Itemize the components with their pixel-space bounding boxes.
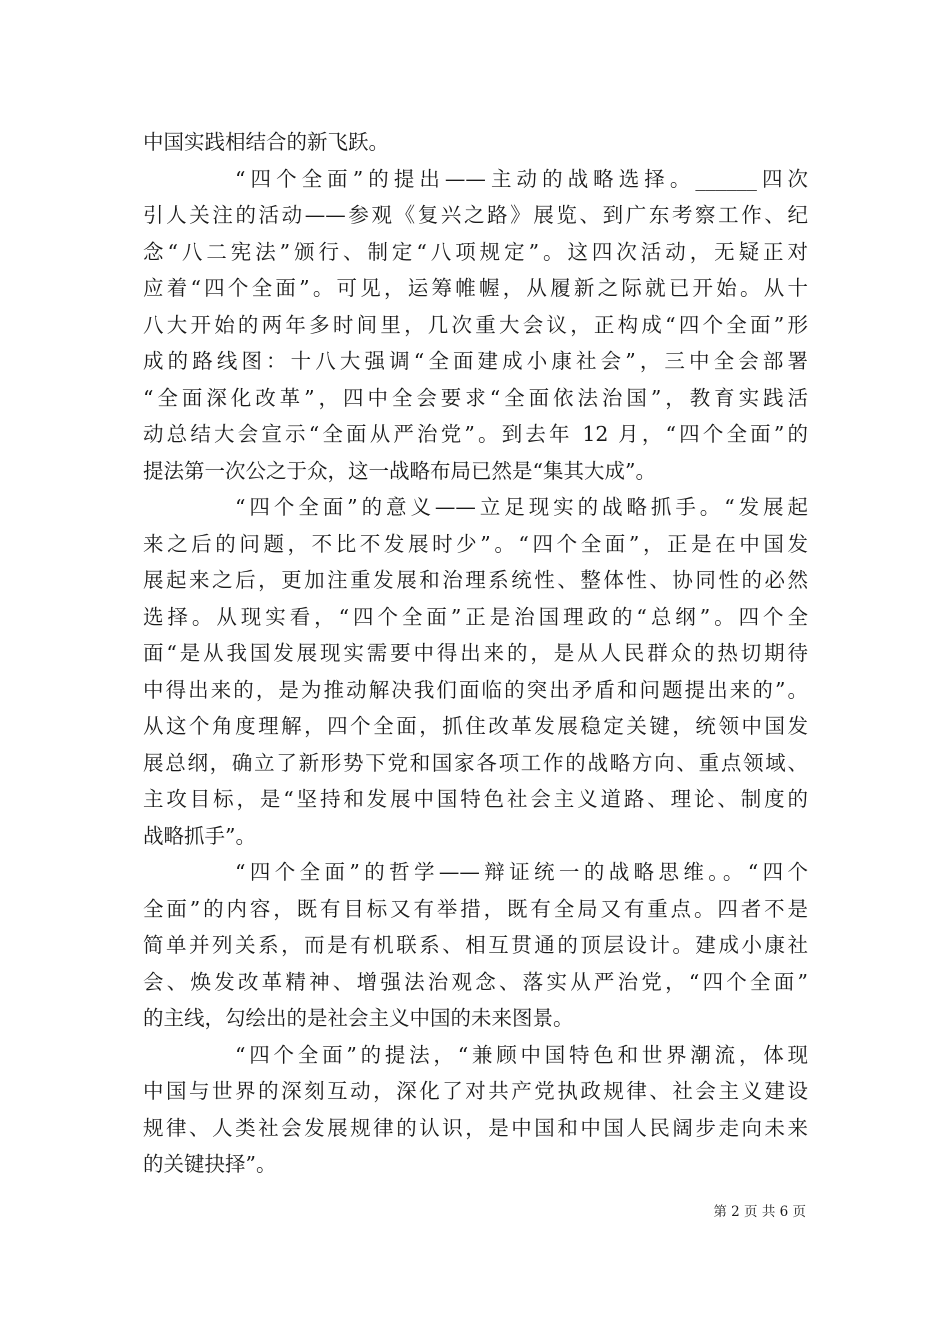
text-line: 动总结大会宣示“全面从严治党”。到去年 12 月，“四个全面”的 — [143, 422, 808, 446]
text-line: 应着“四个全面”。可见，运筹帷幄，从履新之际就已开始。从十 — [143, 276, 808, 300]
text-line: “四个全面”的提法，“兼顾中国特色和世界潮流，体现 — [235, 1042, 808, 1067]
text-line: 来之后的问题，不比不发展时少”。“四个全面”，正是在中国发 — [143, 531, 808, 556]
page-number-footer: 第 2 页 共 6 页 — [713, 1204, 806, 1220]
text-line: 主攻目标，是“坚持和发展中国特色社会主义道路、理论、制度的 — [143, 787, 808, 811]
text-line: 选择。从现实看，“四个全面”正是治国理政的“总纲”。四个全 — [143, 604, 808, 629]
paragraph — [143, 124, 808, 161]
text-line: 提法第一次公之于众，这一战略布局已然是“集其大成”。 — [143, 458, 656, 483]
text-line: 念“八二宪法”颁行、制定“八项规定”。这四次活动，无疑正对 — [143, 239, 808, 264]
text-line: 展总纲，确立了新形势下党和国家各项工作的战略方向、重点领域、 — [143, 750, 808, 775]
text-line: 引人关注的活动——参观《复兴之路》展览、到广东考察工作、纪 — [143, 203, 808, 227]
text-line: 中国与世界的深刻互动，深化了对共产党执政规律、社会主义建设 — [143, 1079, 808, 1103]
text-line: “四个全面”的意义——立足现实的战略抓手。“发展起 — [235, 495, 808, 519]
paragraph — [143, 161, 808, 490]
text-line: 的主线，勾绘出的是社会主义中国的未来图景。 — [143, 1006, 574, 1030]
text-line: “四个全面”的提出——主动的战略选择。______四次 — [235, 166, 808, 191]
text-line: “全面深化改革”，四中全会要求“全面依法治国”，教育实践活 — [143, 385, 808, 410]
text-line: 展起来之后，更加注重发展和治理系统性、整体性、协同性的必然 — [143, 568, 808, 592]
text-line: 中国实践相结合的新飞跃。 — [143, 130, 389, 154]
text-line: 的关键抉择”。 — [143, 1152, 277, 1176]
text-line: 规律、人类社会发展规律的认识，是中国和中国人民阔步走向未来 — [143, 1115, 808, 1140]
text-line: 简单并列关系，而是有机联系、相互贯通的顶层设计。建成小康社 — [143, 933, 808, 957]
paragraph — [143, 489, 808, 854]
paragraph — [143, 1037, 808, 1183]
text-line: 会、焕发改革精神、增强法治观念、落实从严治党，“四个全面” — [143, 969, 808, 994]
text-line: 成的路线图：十八大强调“全面建成小康社会”，三中全会部署 — [143, 349, 808, 373]
text-line: 从这个角度理解，四个全面，抓住改革发展稳定关键，统领中国发 — [143, 714, 808, 738]
text-line: 八大开始的两年多时间里，几次重大会议，正构成“四个全面”形 — [143, 312, 808, 337]
text-line: 全面”的内容，既有目标又有举措，既有全局又有重点。四者不是 — [143, 896, 808, 921]
text-line: 中得出来的，是为推动解决我们面临的突出矛盾和问题提出来的”。 — [143, 677, 808, 702]
text-line: “四个全面”的哲学——辩证统一的战略思维。。“四个 — [235, 860, 808, 884]
text-line: 战略抓手”。 — [143, 823, 256, 848]
paragraph — [143, 854, 808, 1037]
text-line: 面“是从我国发展现实需要中得出来的，是从人民群众的热切期待 — [143, 641, 808, 665]
document-body — [143, 124, 808, 1183]
